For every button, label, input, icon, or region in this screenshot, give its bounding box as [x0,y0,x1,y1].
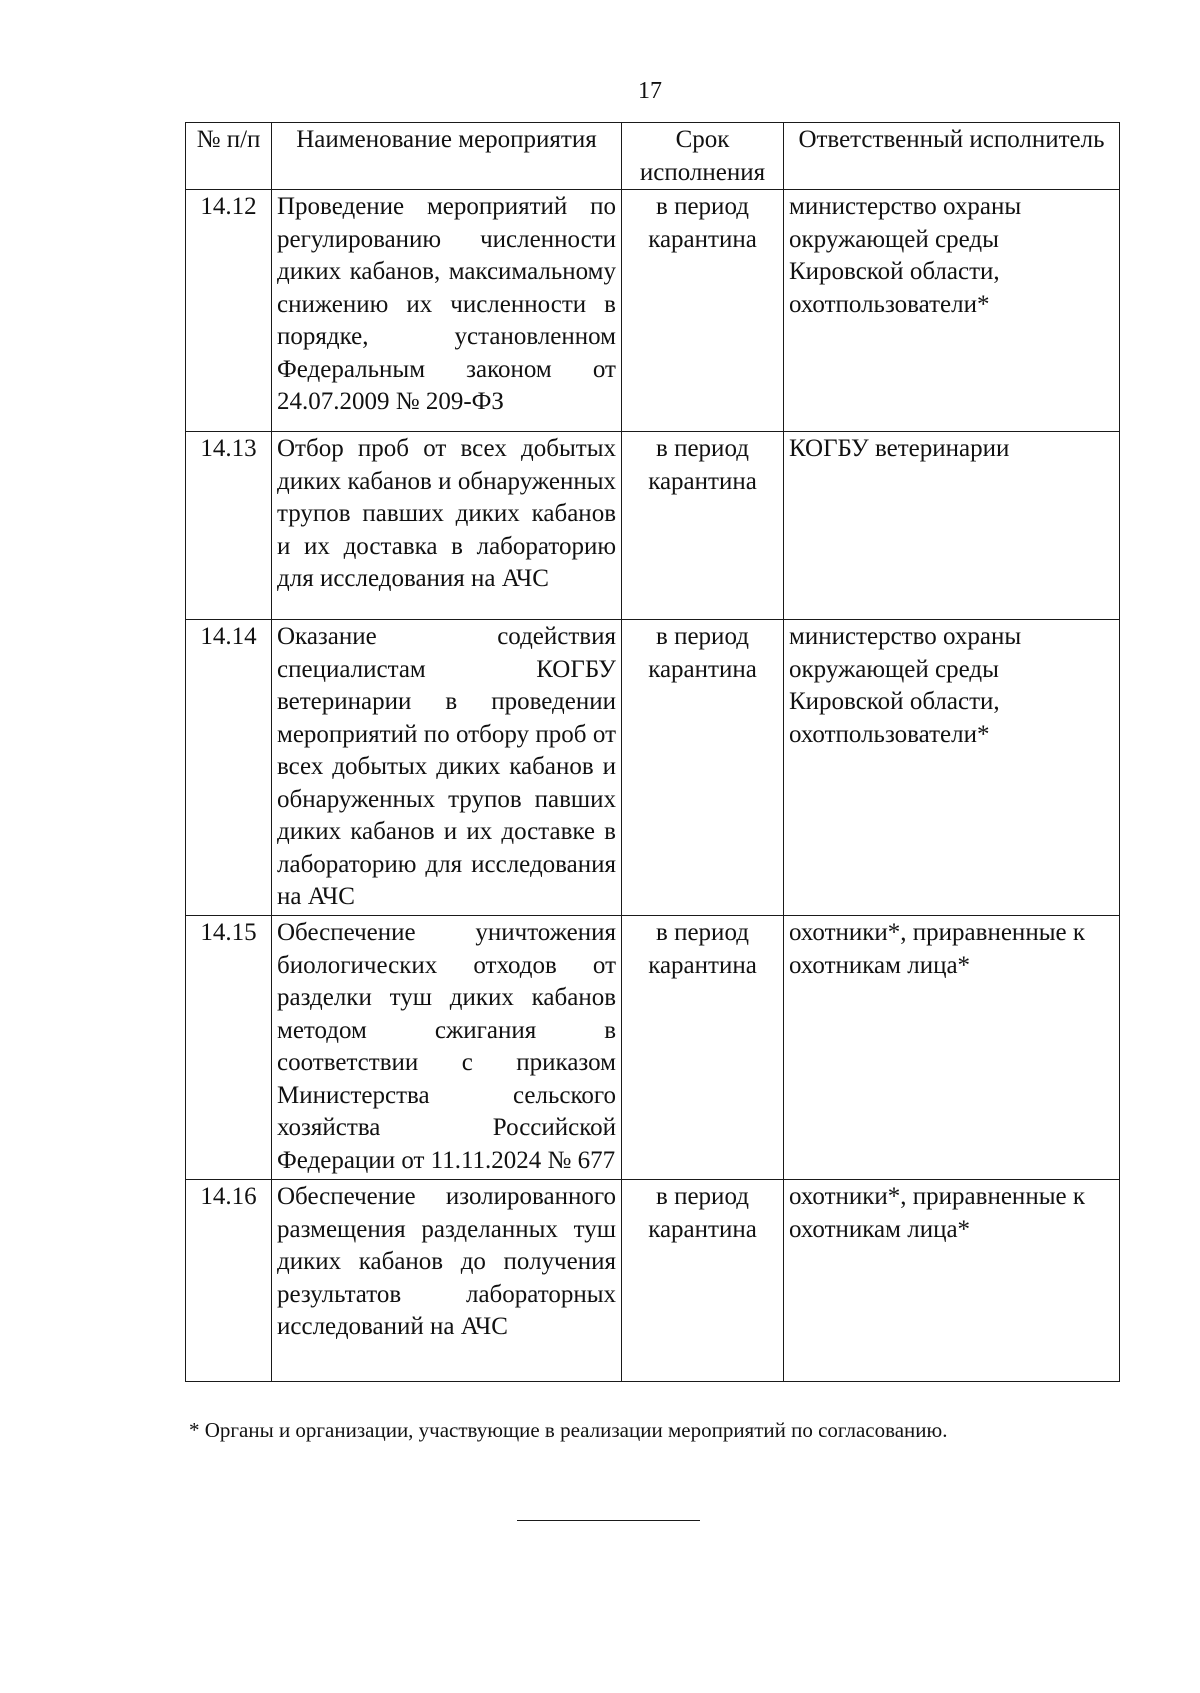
row-responsible: КОГБУ ветеринарии [784,432,1120,620]
row-responsible: министерство охраны окружающей среды Кировской области, охотпользователи* [784,620,1120,916]
row-number: 14.15 [186,916,272,1180]
table-row [186,620,1120,916]
measures-table [185,122,1120,1382]
row-responsible: охотники*, приравненные к охотникам лица* [784,1180,1120,1382]
table-row [186,916,1120,1180]
table-row [186,1180,1120,1382]
row-measure-name: Проведение мероприятий по регулированию численности диких кабанов, максимальному снижению их численности в порядке, установленном Федеральным законом от 24.07.2009 № 209-ФЗ [272,190,622,432]
header-responsible: Ответственный исполнитель [784,123,1120,190]
row-responsible: министерство охраны окружающей среды Кировской области, охотпользователи* [784,190,1120,432]
table-row [186,432,1120,620]
row-number: 14.12 [186,190,272,432]
row-number: 14.14 [186,620,272,916]
end-divider [517,1520,700,1521]
row-deadline: в период карантина [622,1180,784,1382]
header-number: № п/п [186,123,272,190]
row-responsible: охотники*, приравненные к охотникам лица* [784,916,1120,1180]
row-deadline: в период карантина [622,916,784,1180]
row-deadline: в период карантина [622,432,784,620]
row-measure-name: Обеспечение уничтожения биологических отходов от разделки туш диких кабанов методом сжигания в соответствии с приказом Министерства сельского хозяйства Российской Федерации от 11.11.2024 № 677 [272,916,622,1180]
row-measure-name: Обеспечение изолированного размещения разделанных туш диких кабанов до получения результатов лабораторных исследований на АЧС [272,1180,622,1382]
footnote: * Органы и организации, участвующие в реализации мероприятий по согласованию. [189,1418,948,1442]
row-deadline: в период карантина [622,190,784,432]
row-number: 14.16 [186,1180,272,1382]
row-number: 14.13 [186,432,272,620]
row-measure-name: Оказание содействия специалистам КОГБУ ветеринарии в проведении мероприятий по отбору проб от всех добытых диких кабанов и обнаруженных трупов павших диких кабанов и их доставке в лабораторию для исследования на АЧС [272,620,622,916]
row-deadline: в период карантина [622,620,784,916]
table-row [186,190,1120,432]
header-measure-name: Наименование мероприятия [272,123,622,190]
table-header-row [186,123,1120,190]
row-measure-name: Отбор проб от всех добытых диких кабанов и обнаруженных трупов павших диких кабанов и их доставка в лабораторию для исследования на АЧС [272,432,622,620]
header-deadline: Срок исполнения [622,123,784,190]
page-number: 17 [638,78,662,104]
